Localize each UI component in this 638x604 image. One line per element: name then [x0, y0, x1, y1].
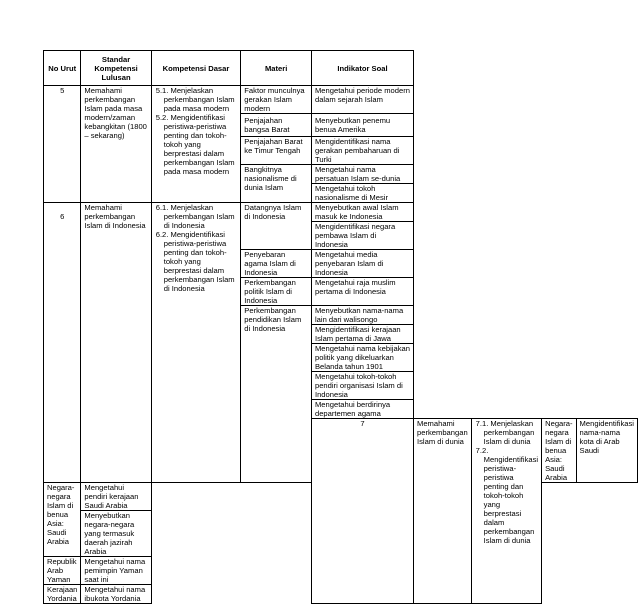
indikator-cell: Mengetahui pendiri kerajaan Saudi Arabia — [81, 483, 151, 511]
indikator-cell: Mengetahui nama pemimpin Yaman saat ini — [81, 557, 151, 585]
kd-item: 5.2. Mengidentifikasi peristiwa-peristiwa penting dan tokoh-tokoh yang berprestasi dalam perkembangan Islam pada masa modern — [155, 113, 235, 176]
materi-cell: Bangkitnya nasionalisme di dunia Islam — [241, 165, 312, 203]
materi-cell: Datangnya Islam di Indonesia — [241, 203, 312, 250]
indikator-cell: Menyebutkan awal Islam masuk ke Indonesia — [311, 203, 413, 222]
header-skl: Standar Kompetensi Lulusan — [81, 51, 151, 86]
kompetensi-dasar-cell — [151, 86, 241, 203]
indikator-cell: Mengetahui tokoh nasionalisme di Mesir — [311, 184, 413, 203]
materi-cell: Penjajahan bangsa Barat — [241, 114, 312, 137]
row-number: 7 — [311, 419, 413, 604]
materi-cell: Negara-negara Islam di benua Asia: Saudi Arabia — [542, 419, 576, 483]
indikator-cell: Menyebutkan nama-nama lain dari walisongo — [311, 306, 413, 325]
indikator-cell: Menyebutkan penemu benua Amerika — [311, 114, 413, 137]
indikator-cell: Menyebutkan negara-negara yang termasuk daerah jazirah Arabia — [81, 511, 151, 557]
kd-item: 7.1. Menjelaskan perkembangan Islam di dunia — [475, 419, 535, 446]
indikator-cell: Mengidentifikasi negara pembawa Islam di Indonesia — [311, 222, 413, 250]
kd-item: 5.1. Menjelaskan perkembangan Islam pada masa modern — [155, 86, 235, 113]
materi-cell: Perkembangan politik Islam di Indonesia — [241, 278, 312, 306]
materi-cell: Penyebaran agama Islam di Indonesia — [241, 250, 312, 278]
indikator-cell: Mengetahui raja muslim pertama di Indonesia — [311, 278, 413, 306]
row-number-text: 6 — [60, 212, 65, 221]
kisi-kisi-table — [43, 50, 638, 604]
kompetensi-dasar-cell — [151, 203, 241, 483]
header-materi: Materi — [241, 51, 312, 86]
row-number: 5 — [44, 86, 81, 203]
materi-cell: Perkembangan pendidikan Islam di Indonesia — [241, 306, 312, 483]
indikator-cell: Mengidentifikasi nama gerakan pembaharuan di Turki — [311, 137, 413, 165]
header-kd: Kompetensi Dasar — [151, 51, 241, 86]
kd-item: 7.2. Mengidentifikasi peristiwa-peristiwa penting dan tokoh-tokoh yang berprestasi dalam perkembangan Islam di dunia — [475, 446, 539, 545]
indikator-cell: Mengetahui berdirinya departemen agama — [311, 400, 413, 419]
indikator-cell: Mengetahui tokoh-tokoh pendiri organisasi Islam di Indonesia — [311, 372, 413, 400]
materi-cell: Negara-negara Islam di benua Asia: Saudi Arabia — [44, 483, 81, 557]
materi-cell: Republik Arab Yaman — [44, 557, 81, 585]
table-row — [44, 203, 638, 222]
indikator-cell: Mengidentifikasi nama-nama kota di Arab Saudi — [576, 419, 637, 483]
indikator-cell: Mengetahui media penyebaran Islam di Indonesia — [311, 250, 413, 278]
standar-kompetensi-cell: Memahami perkembangan Islam di dunia — [414, 419, 472, 604]
header-row — [44, 51, 638, 86]
standar-kompetensi-cell: Memahami perkembangan Islam di Indonesia — [81, 203, 151, 483]
row-number — [44, 203, 81, 483]
kompetensi-dasar-cell — [471, 419, 541, 604]
kd-item: 6.1. Menjelaskan perkembangan Islam di Indonesia — [155, 203, 235, 230]
header-indikator: Indikator Soal — [311, 51, 413, 86]
standar-kompetensi-cell: Memahami perkembangan Islam pada masa modern/zaman kebangkitan (1800 – sekarang) — [81, 86, 151, 203]
indikator-cell: Mengetahui nama kebijakan politik yang dikeluarkan Belanda tahun 1901 — [311, 344, 413, 372]
materi-cell: Kerajaan Yordania — [44, 585, 81, 604]
indikator-cell: Mengidentifikasi kerajaan Islam pertama di Jawa — [311, 325, 413, 344]
materi-cell: Faktor munculnya gerakan Islam modern — [241, 86, 312, 114]
indikator-cell: Mengetahui nama persatuan Islam se-dunia — [311, 165, 413, 184]
indikator-cell: Mengetahui nama ibukota Yordania — [81, 585, 151, 604]
header-no: No Urut — [44, 51, 81, 86]
materi-cell: Penjajahan Barat ke Timur Tengah — [241, 137, 312, 165]
table-row — [44, 86, 638, 114]
indikator-cell: Mengetahui periode modern dalam sejarah Islam — [311, 86, 413, 114]
kd-item: 6.2. Mengidentifikasi peristiwa-peristiwa penting dan tokoh-tokoh yang berprestasi dalam perkembangan Islam di Indonesia — [155, 230, 235, 293]
